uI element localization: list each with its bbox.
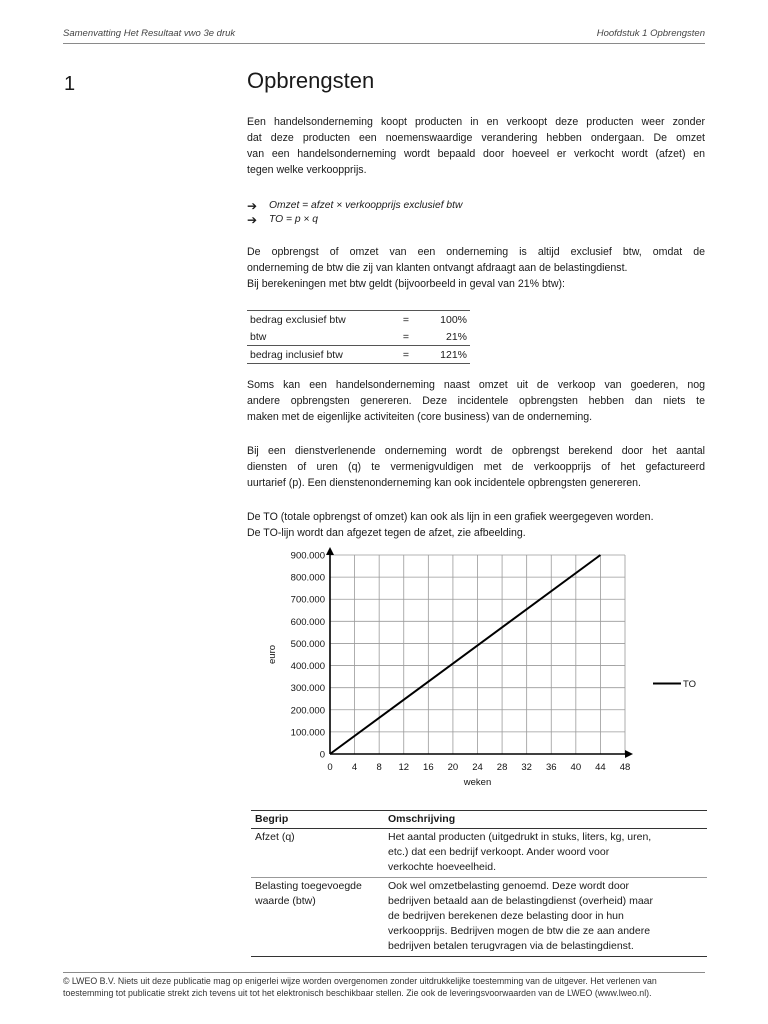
term-line: waarde (btw) bbox=[255, 895, 316, 907]
formula-list bbox=[247, 199, 705, 227]
x-tick-label: 16 bbox=[423, 762, 434, 773]
text-line: Soms kan een handelsonderneming naast omzet uit de verkoop van goederen, nog bbox=[247, 379, 705, 391]
x-tick-label: 48 bbox=[619, 762, 631, 773]
terms-table bbox=[251, 810, 707, 957]
x-tick-label: 20 bbox=[447, 762, 459, 773]
x-tick-label: 0 bbox=[327, 762, 333, 773]
btw-paragraph bbox=[247, 244, 705, 292]
chapter-number: 1 bbox=[64, 73, 76, 95]
y-tick-label: 600.000 bbox=[290, 616, 325, 628]
x-tick-label: 28 bbox=[496, 762, 508, 773]
to-series-line bbox=[330, 555, 600, 754]
right-arrow-icon: ➔ bbox=[247, 213, 258, 227]
formula-text: Omzet = afzet × verkoopprijs exclusief btw bbox=[269, 200, 463, 211]
term-line: Afzet (q) bbox=[255, 831, 295, 843]
x-tick-label: 40 bbox=[570, 762, 582, 773]
header-chapter-title: Hoofdstuk 1 Opbrengsten bbox=[596, 28, 705, 39]
formula-item bbox=[247, 199, 705, 213]
x-tick-label: 12 bbox=[398, 762, 410, 773]
to-paragraph bbox=[247, 509, 705, 541]
x-tick-label: 44 bbox=[595, 762, 606, 773]
text-line: uurtarief (p). Een dienstenonderneming kan ook incidentele opbrengsten genereren. bbox=[247, 477, 641, 489]
y-tick-label: 800.000 bbox=[290, 572, 325, 584]
x-tick-label: 36 bbox=[545, 762, 557, 773]
text-line: diensten of uren (q) te vermenigvuldigen met de verkoopprijs of het gefactureerd bbox=[247, 461, 705, 473]
y-axis-arrow-icon bbox=[326, 547, 334, 555]
chapter-title: Opbrengsten bbox=[247, 68, 375, 93]
column-header-description: Omschrijving bbox=[384, 811, 707, 829]
page-footer bbox=[63, 972, 705, 999]
text-line: tegen welke verkoopprijs. bbox=[247, 164, 367, 176]
description-cell bbox=[384, 829, 707, 878]
text-line: Bij een dienstverlenende onderneming wordt de opbrengst berekend door het aantal bbox=[247, 445, 705, 457]
legend-label: TO bbox=[683, 679, 697, 690]
text-line: De opbrengst of omzet van een onderneming is altijd exclusief btw, omdat de bbox=[247, 246, 705, 258]
x-axis-label: weken bbox=[463, 777, 492, 788]
formula-text: TO = p × q bbox=[269, 214, 319, 225]
y-tick-label: 0 bbox=[319, 749, 325, 761]
description-line: etc.) dat een bedrijf verkoopt. Ander woord voor bbox=[388, 846, 610, 858]
copyright-line: © LWEO B.V. Niets uit deze publicatie mag op enigerlei wijze worden overgenomen zonder uitdrukkelijke toestemming van de uitgever. Het verlenen van bbox=[63, 976, 657, 986]
term-line: Belasting toegevoegde bbox=[255, 880, 362, 892]
text-line: dat deze producten een noemenswaardige verandering hebben ondergaan. De omzet bbox=[247, 132, 705, 144]
description-line: Het aantal producten (uitgedrukt in stuks, liters, kg, uren, bbox=[388, 831, 652, 843]
text-line: Bij berekeningen met btw geldt (bijvoorbeeld in geval van 21% btw): bbox=[247, 278, 565, 290]
description-line: Ook wel omzetbelasting genoemd. Deze wordt door bbox=[388, 880, 630, 892]
text-line: De TO-lijn wordt dan afgezet tegen de afzet, zie afbeelding. bbox=[247, 527, 526, 539]
btw-equals: = bbox=[388, 346, 424, 364]
table-row bbox=[247, 311, 470, 329]
y-tick-label: 300.000 bbox=[290, 683, 325, 695]
btw-equals: = bbox=[388, 311, 424, 329]
table-row bbox=[251, 878, 707, 957]
btw-percentage: 121% bbox=[424, 346, 470, 364]
term-cell bbox=[251, 878, 384, 957]
intro-paragraph bbox=[247, 114, 705, 178]
y-tick-label: 900.000 bbox=[290, 550, 325, 562]
btw-percentage: 21% bbox=[445, 330, 467, 343]
column-header-term: Begrip bbox=[251, 811, 384, 829]
y-axis-label: euro bbox=[267, 644, 278, 665]
description-line: de bedrijven berekenen deze belasting door in hun bbox=[388, 910, 624, 922]
btw-percentage: 100% bbox=[424, 311, 470, 329]
right-arrow-icon: ➔ bbox=[247, 199, 258, 213]
to-line-chart bbox=[260, 545, 710, 795]
y-tick-label: 700.000 bbox=[290, 594, 325, 606]
page-header bbox=[63, 28, 705, 44]
terms-header-row bbox=[251, 811, 707, 829]
table-row bbox=[247, 346, 470, 364]
btw-table bbox=[247, 310, 470, 364]
x-tick-label: 8 bbox=[376, 762, 382, 773]
text-line: De TO (totale opbrengst of omzet) kan ook als lijn in een grafiek weergegeven worden. bbox=[247, 511, 654, 523]
services-paragraph bbox=[247, 443, 705, 491]
y-tick-label: 200.000 bbox=[290, 705, 325, 717]
x-tick-label: 4 bbox=[351, 762, 358, 773]
y-tick-label: 400.000 bbox=[290, 661, 325, 673]
table-row bbox=[251, 829, 707, 878]
term-cell bbox=[251, 829, 384, 878]
formula-item bbox=[247, 213, 705, 227]
description-line: bedrijven betalen terugvragen via de belastingdienst. bbox=[388, 940, 634, 952]
table-row bbox=[247, 328, 470, 346]
y-tick-label: 500.000 bbox=[290, 638, 325, 650]
btw-label: btw bbox=[250, 330, 267, 343]
x-tick-label: 24 bbox=[472, 762, 483, 773]
description-line: bedrijven betaald aan de belastingdienst (overheid) maar bbox=[388, 895, 654, 907]
text-line: van een handelsonderneming wordt bepaald door hoeveel er verkocht wordt (afzet) en bbox=[247, 148, 705, 160]
copyright-line: toestemming tot publicatie strekt zich tevens uit tot het elektronisch beschikbaar stellen. Zie ook de leveringsvoorwaarden van de LWEO (www.lweo.nl). bbox=[63, 988, 652, 998]
text-line: onderneming de btw die zij van klanten ontvangt afdraagt aan de belastingdienst. bbox=[247, 262, 628, 274]
x-tick-label: 32 bbox=[521, 762, 532, 773]
btw-label: bedrag inclusief btw bbox=[247, 346, 388, 364]
description-line: verkochte hoeveelheid. bbox=[388, 861, 496, 873]
text-line: andere opbrengsten genereren. Deze incidentele opbrengsten hebben dan niets te bbox=[247, 395, 705, 407]
other-revenue-paragraph bbox=[247, 377, 705, 425]
description-line: verkoopprijs. Bedrijven mogen de btw die ze aan andere bbox=[388, 925, 651, 937]
btw-label: bedrag exclusief btw bbox=[247, 311, 388, 329]
text-line: Een handelsonderneming koopt producten in en verkoopt deze producten weer zonder bbox=[247, 116, 705, 128]
text-line: maken met de eigenlijke activiteiten (core business) van de onderneming. bbox=[247, 411, 593, 423]
description-cell bbox=[384, 878, 707, 957]
y-tick-label: 100.000 bbox=[290, 727, 325, 739]
x-axis-arrow-icon bbox=[625, 750, 633, 758]
header-book-title: Samenvatting Het Resultaat vwo 3e druk bbox=[63, 28, 236, 39]
btw-equals: = bbox=[402, 330, 410, 343]
